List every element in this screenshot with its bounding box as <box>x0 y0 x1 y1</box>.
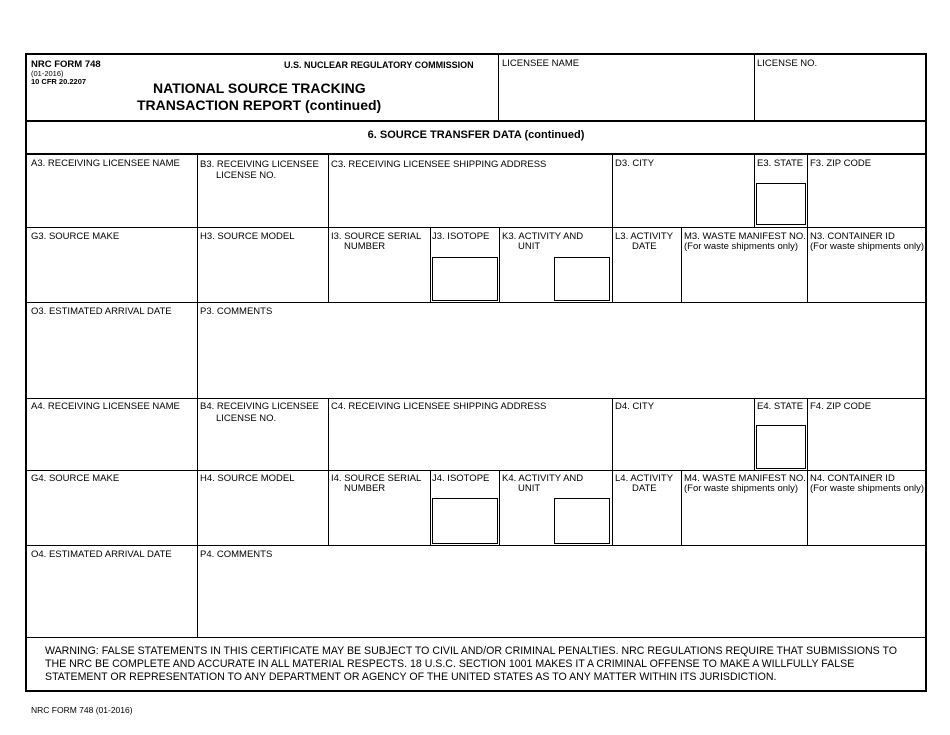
f3-field[interactable] <box>809 171 925 225</box>
o4-label: O4. ESTIMATED ARRIVAL DATE <box>31 549 172 560</box>
c3-field[interactable] <box>330 172 610 225</box>
n4-label: N4. CONTAINER ID <box>810 473 895 484</box>
a3-field[interactable] <box>29 171 195 225</box>
h3-label: H3. SOURCE MODEL <box>200 231 295 242</box>
o3-field[interactable] <box>29 319 195 396</box>
g3-field[interactable] <box>29 244 195 300</box>
warning-statement: WARNING: FALSE STATEMENTS IN THIS CERTIFICATE MAY BE SUBJECT TO CIVIL AND/OR CRIMINAL PENALTIES. NRC REGULATIONS REQUIRE THAT SUBMISSIONS TO THE NRC BE COMPLETE AND ACCURATE IN ALL MATERIAL RESPECTS. 18 U.S.C. SECTION 1001 MAKES IT A CRIMINAL OFFENSE TO MAKE A WILLFULLY FALSE STATEMENT OR REPRESENTATION TO ANY DEPARTMENT OR AGENCY OF THE UNITED STATES AS TO ANY MATTER WITHIN ITS JURISDICTION. <box>45 645 897 683</box>
licensee-name-field[interactable] <box>500 71 752 119</box>
i4-label-line2: NUMBER <box>344 483 386 494</box>
k4-label: K4. ACTIVITY AND <box>502 473 584 484</box>
a4-label: A4. RECEIVING LICENSEE NAME <box>31 401 180 412</box>
o3-label: O3. ESTIMATED ARRIVAL DATE <box>31 306 172 317</box>
h4-label: H4. SOURCE MODEL <box>200 473 295 484</box>
k4-label-line2: UNIT <box>518 483 541 494</box>
m4-label-line2: (For waste shipments only) <box>684 483 799 494</box>
n3-field[interactable] <box>809 254 925 300</box>
j3-isotope-field[interactable] <box>432 257 498 301</box>
d3-field[interactable] <box>614 171 752 225</box>
e4-label: E4. STATE <box>757 401 804 412</box>
i3-label-line2: NUMBER <box>344 241 386 252</box>
n4-field[interactable] <box>809 496 925 543</box>
licensee-name-label: LICENSEE NAME <box>502 58 580 69</box>
m4-field[interactable] <box>683 496 806 543</box>
d4-label: D4. CITY <box>615 401 655 412</box>
form-title-line2: TRANSACTION REPORT (continued) <box>137 97 382 113</box>
i4-label: I4. SOURCE SERIAL <box>331 473 422 484</box>
m3-field[interactable] <box>683 254 806 300</box>
b3-label: B3. RECEIVING LICENSEE <box>200 159 319 170</box>
e3-label: E3. STATE <box>757 158 804 169</box>
f4-field[interactable] <box>809 414 925 468</box>
a4-field[interactable] <box>29 414 195 468</box>
j4-isotope-field[interactable] <box>432 498 498 544</box>
n3-label-line2: (For waste shipments only) <box>810 241 925 252</box>
n4-label-line2: (For waste shipments only) <box>810 483 925 494</box>
d3-label: D3. CITY <box>615 158 655 169</box>
form-date: (01-2016) <box>31 69 64 78</box>
i4-field[interactable] <box>330 496 429 543</box>
i3-label: I3. SOURCE SERIAL <box>331 231 422 242</box>
b3-label-line2: LICENSE NO. <box>216 170 277 181</box>
license-no-label: LICENSE NO. <box>757 58 818 69</box>
d4-field[interactable] <box>614 414 752 468</box>
j4-label: J4. ISOTOPE <box>432 473 490 484</box>
o4-field[interactable] <box>29 562 195 635</box>
nrc-form-748 <box>25 53 927 692</box>
m4-label: M4. WASTE MANIFEST NO. <box>684 473 806 484</box>
h3-field[interactable] <box>199 244 327 300</box>
f3-label: F3. ZIP CODE <box>810 158 872 169</box>
g4-field[interactable] <box>29 486 195 543</box>
form-footer: NRC FORM 748 (01-2016) <box>31 705 133 715</box>
n3-label: N3. CONTAINER ID <box>810 231 895 242</box>
b4-field[interactable] <box>199 426 327 468</box>
h4-field[interactable] <box>199 486 327 543</box>
i3-field[interactable] <box>330 254 429 300</box>
a3-label: A3. RECEIVING LICENSEE NAME <box>31 158 180 169</box>
g4-label: G4. SOURCE MAKE <box>31 473 120 484</box>
p3-comments-field[interactable] <box>199 319 925 396</box>
k3-activity-field[interactable] <box>554 257 610 301</box>
license-no-field[interactable] <box>756 71 926 119</box>
c4-label: C4. RECEIVING LICENSEE SHIPPING ADDRESS <box>331 401 547 412</box>
form-title-line1: NATIONAL SOURCE TRACKING <box>153 80 366 96</box>
l4-field[interactable] <box>614 496 680 543</box>
k3-label-line2: UNIT <box>518 241 541 252</box>
form-number: NRC FORM 748 <box>31 59 101 70</box>
e4-state-field[interactable] <box>756 425 806 469</box>
e3-state-field[interactable] <box>756 183 806 225</box>
f4-label: F4. ZIP CODE <box>810 401 872 412</box>
k3-label: K3. ACTIVITY AND <box>502 231 584 242</box>
b4-label: B4. RECEIVING LICENSEE <box>200 401 319 412</box>
l3-label: L3. ACTIVITY <box>615 231 674 242</box>
m3-label: M3. WASTE MANIFEST NO. <box>684 231 806 242</box>
b4-label-line2: LICENSE NO. <box>216 413 277 424</box>
c3-label: C3. RECEIVING LICENSEE SHIPPING ADDRESS <box>331 159 547 170</box>
l3-field[interactable] <box>614 254 680 300</box>
l4-label: L4. ACTIVITY <box>615 473 674 484</box>
l3-label-line2: DATE <box>632 241 657 252</box>
p4-comments-field[interactable] <box>199 562 925 635</box>
section-title: 6. SOURCE TRANSFER DATA (continued) <box>367 129 585 141</box>
l4-label-line2: DATE <box>632 483 657 494</box>
k4-activity-field[interactable] <box>554 498 610 544</box>
g3-label: G3. SOURCE MAKE <box>31 231 120 242</box>
p4-label: P4. COMMENTS <box>200 549 273 560</box>
agency-name: U.S. NUCLEAR REGULATORY COMMISSION <box>284 60 474 70</box>
j3-label: J3. ISOTOPE <box>432 231 490 242</box>
cfr-reference: 10 CFR 20.2207 <box>31 77 87 86</box>
p3-label: P3. COMMENTS <box>200 306 273 317</box>
m3-label-line2: (For waste shipments only) <box>684 241 799 252</box>
c4-field[interactable] <box>330 414 610 468</box>
b3-field[interactable] <box>199 183 327 225</box>
